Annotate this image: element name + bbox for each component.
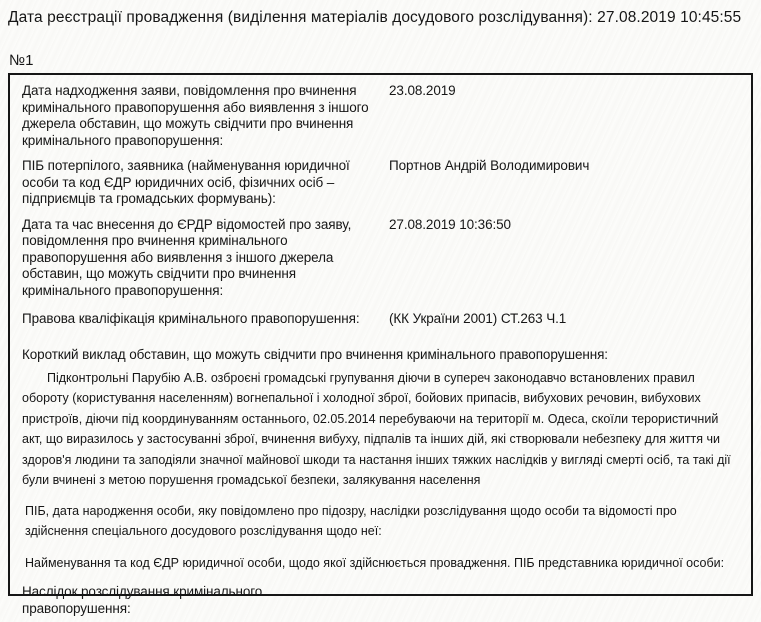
field-row-victim-name xyxy=(22,158,739,208)
case-number: №1 xyxy=(9,52,34,69)
field-label: Дата та час внесення до ЄРДР відомостей про заяву, повідомлення про вчинення кримінального правопорушення або виявлення з іншого джерела обставин, що можуть свідчити про вчинення кримінального правопорушення: xyxy=(22,216,352,298)
legal-entity-section-label: Найменування та код ЄДР юридичної особи, щодо якої здійснюється провадження. ПІБ представника юридичної особи: xyxy=(25,555,725,570)
field-value: Портнов Андрій Володимирович xyxy=(389,158,590,173)
field-row-legal-qualification xyxy=(22,311,739,328)
field-label: ПІБ потерпілого, заявника (найменування юридичної особи та код ЄДР юридичних осіб, фізичних осіб – підприємців та громадських формувань): xyxy=(22,158,350,206)
field-row-date-received xyxy=(22,83,739,149)
field-value: (КК України 2001) СТ.263 Ч.1 xyxy=(389,311,567,326)
field-label: Правова кваліфікація кримінального правопорушення: xyxy=(22,311,360,326)
field-value: 23.08.2019 xyxy=(389,83,456,98)
document-title: Дата реєстрації провадження (виділення матеріалів досудового розслідування): 27.08.2019 10:45:55 xyxy=(8,9,742,26)
record-table xyxy=(8,73,753,616)
summary-text: Підконтрольні Парубію А.В. озброєні громадські групування діючи в супереч законодавчо встановлених правил обороту (користування населенням) вогнепальної і холодної зброї, бойових припасів, вибухових речовин, вибухових пристроїв, діючи під координуванням останнього, 02.05.2014 перебуваючи на території м. Одеса, скоїли терористичний акт, що виразилось у застосуванні зброї, вчинення вибуху, підпалів та інших дій, які створювали небезпеку для життя чи здоров'я людини та заподіяли значної майнової шкоди та настання інших тяжких наслідків у вигляді смерті осіб, та такі дії були вчинені з метою порушення громадської безпеки, залякування населення xyxy=(22,370,731,487)
summary-heading: Короткий виклад обставин, що можуть свідчити про вчинення кримінального правопорушення: xyxy=(22,346,608,362)
field-label: Дата надходження заяви, повідомлення про вчинення кримінального правопорушення або виявлення з іншого джерела обставин, що можуть свідчити про вчинення кримінального правопорушення: xyxy=(22,83,369,148)
field-row-erdr-entry-datetime xyxy=(22,217,739,300)
result-section-label: Наслідок розслідування кримінального правопорушення: xyxy=(22,584,263,616)
suspect-section-label: ПІБ, дата народження особи, яку повідомлено про підозру, наслідки розслідування щодо особи та відомості про здійснення спеціального досудового розслідування щодо неї: xyxy=(25,503,677,538)
field-value: 27.08.2019 10:36:50 xyxy=(389,216,511,232)
